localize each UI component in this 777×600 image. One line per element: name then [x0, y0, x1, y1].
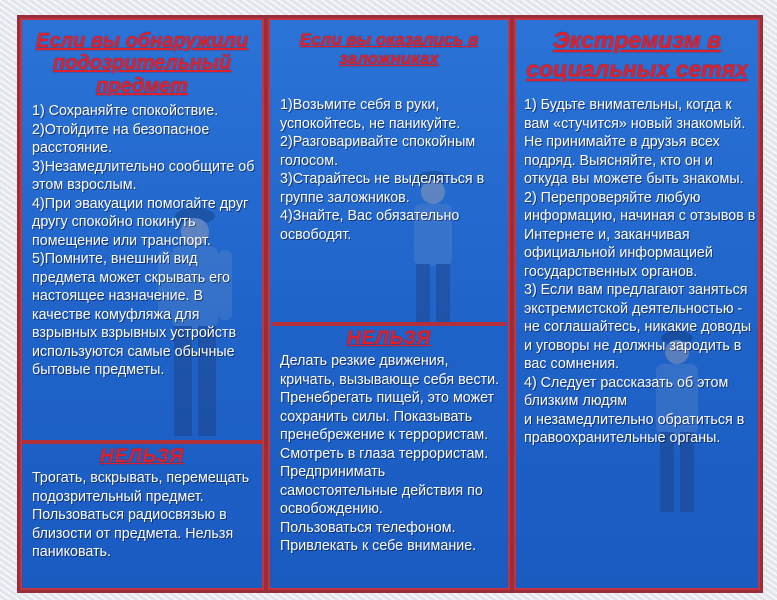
column-2-divider: [272, 322, 506, 326]
column-1-forbidden-title: НЕЛЬЗЯ: [99, 446, 185, 467]
column-1-forbidden: [20, 446, 264, 562]
column-1-forbidden-body: Трогать, вскрывать, перемещать подозрительный предмет. Пользоваться радиосвязью в близости от предмета. Нельзя паниковать.: [32, 470, 250, 561]
column-2-body: 1)Возьмите себя в руки, успокойтесь, не паникуйте. 2)Разговаривайте спокойным голосом. 3)Старайтесь не выделяться в группе заложников. 4)Знайте, Вас обязательно освободят.: [280, 97, 485, 243]
column-1-title: Если вы обнаружили подозрительный предмет: [35, 30, 249, 97]
column-2-title: Если вы оказались в заложниках: [299, 30, 479, 69]
column-3-body: 1) Будьте внимательны, когда к вам «стучится» новый знакомый. Не принимайте в друзья всех подряд. Выясняйте, кто он и откуда вы можете быть знакомы. 2) Перепроверяйте любую информацию, начиная с отзывов в Интернете и, заканчивая официальной информацией государственных органов. 3) Если вам предлагают заняться экстремистской деятельностью - не соглашайтесь, никакие доводы и уговоры не должны зародить в вас сомнения. 4) Следует рассказать об этом близким людям и незамедлительно обратиться в правоохранительные органы.: [524, 97, 756, 446]
column-1-divider: [22, 440, 262, 444]
column-hostages: [268, 18, 510, 590]
column-social-extremism: [514, 18, 760, 590]
column-2-forbidden-body: Делать резкие движения, кричать, вызывающе себя вести. Пренебрегать пищей, это может сохранить силы. Показывать пренебрежение к террористам. Смотреть в глаза террористам. Предпринимать самостоятельные действия по освобождению. Пользоваться телефоном. Привлекать к себе внимание.: [280, 353, 500, 554]
column-2-forbidden-title: НЕЛЬЗЯ: [346, 328, 432, 349]
column-1-body: 1) Сохраняйте спокойствие. 2)Отойдите на безопасное расстояние. 3)Незамедлительно сообщите об этом взрослым. 4)При эвакуации помогайте друг другу спокойно покинуть помещение или транспорт. 5)Помните, внешний вид предмета может скрывать его настоящее назначение. В качестве комуфляжа для взрывных взрывных устройств используются самые обычные бытовые предметы.: [32, 103, 255, 378]
column-3-title: Экстремизм в социальных сетях: [526, 27, 748, 82]
